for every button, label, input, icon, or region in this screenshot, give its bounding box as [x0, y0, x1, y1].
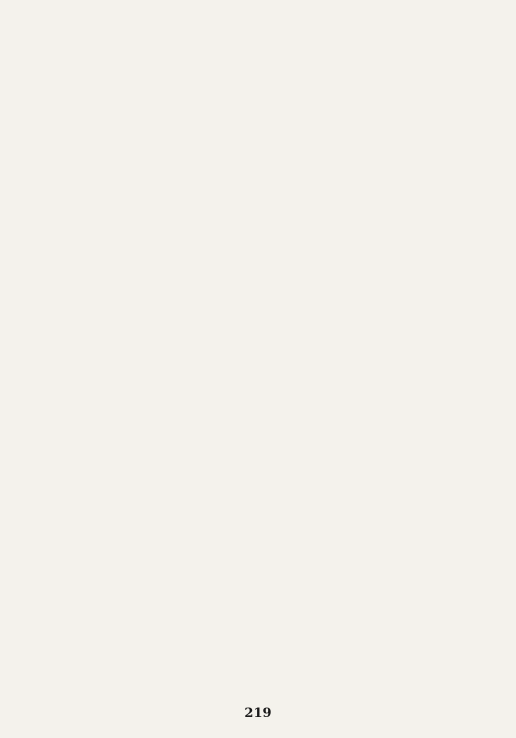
- top-text-block: [48, 56, 488, 366]
- page-number: 219: [244, 706, 272, 721]
- bottom-text-block: [48, 380, 488, 692]
